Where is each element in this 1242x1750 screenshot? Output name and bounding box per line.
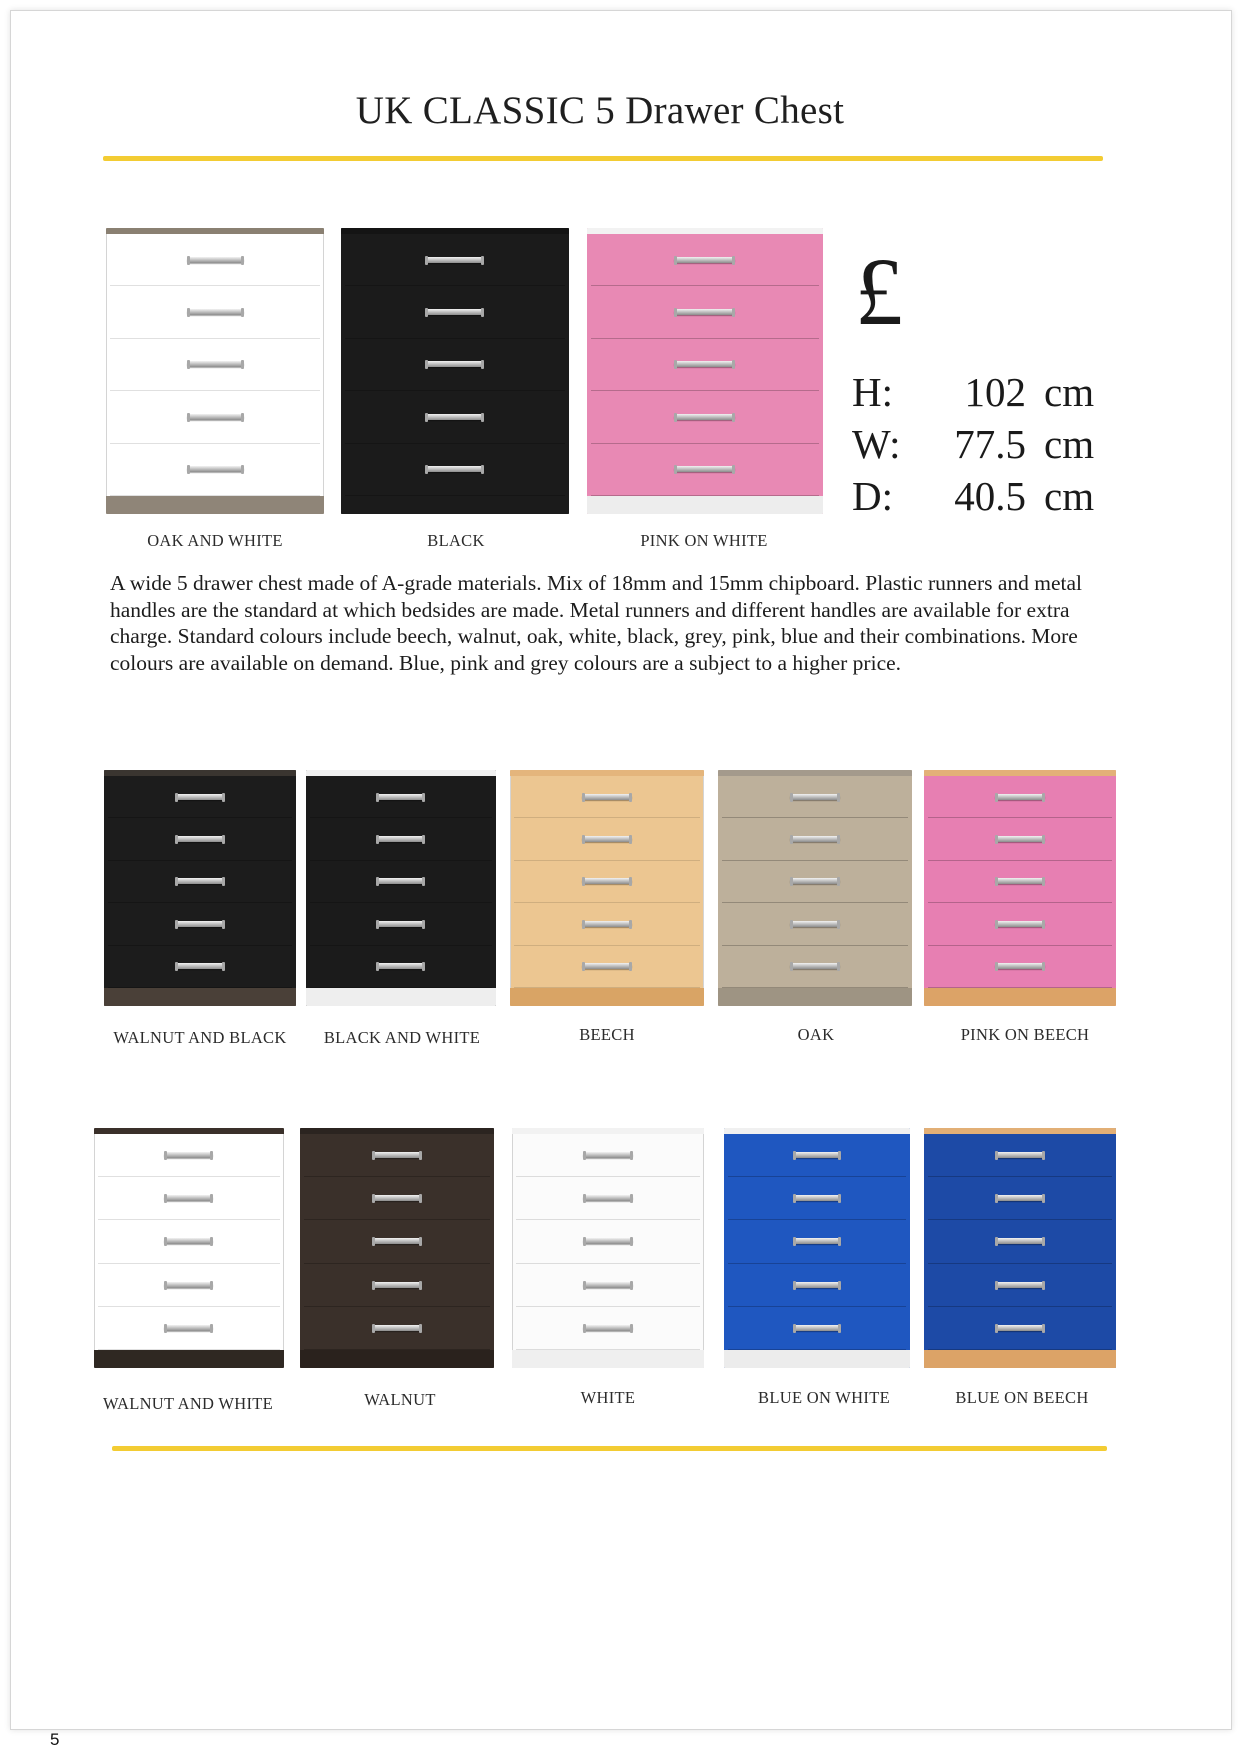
drawer	[98, 1134, 280, 1177]
chest-image	[587, 228, 823, 514]
chest-plinth	[341, 496, 569, 514]
drawer	[110, 234, 320, 286]
drawer-handle	[674, 257, 735, 263]
drawer-handle	[995, 963, 1045, 969]
dimension-label: W:	[852, 421, 901, 467]
drawer-handle	[793, 1152, 841, 1158]
chest-image	[724, 1128, 910, 1368]
drawer	[110, 444, 320, 496]
drawer	[310, 861, 492, 903]
drawer-handle	[376, 963, 425, 969]
page-title: UK CLASSIC 5 Drawer Chest	[355, 89, 845, 132]
drawer	[110, 339, 320, 391]
colour-label: BLUE ON BEECH	[955, 1388, 1089, 1407]
colour-label: BLUE ON WHITE	[758, 1388, 890, 1407]
drawer	[928, 903, 1112, 945]
drawer	[110, 391, 320, 443]
drawer-handle	[995, 1238, 1045, 1244]
drawer	[98, 1177, 280, 1220]
drawer	[928, 818, 1112, 860]
drawer	[304, 1264, 490, 1307]
drawer-handle	[372, 1195, 422, 1201]
dimension-value: 77.5	[954, 421, 1026, 467]
drawer	[108, 861, 292, 903]
drawer-handle	[582, 921, 632, 927]
drawer-handle	[187, 257, 244, 263]
drawer-handle	[425, 361, 484, 367]
drawer	[928, 1134, 1112, 1177]
drawer-handle	[175, 921, 225, 927]
colour-label: BEECH	[579, 1025, 635, 1044]
drawer-handle	[582, 878, 632, 884]
drawer	[591, 234, 819, 286]
drawer-handle	[995, 878, 1045, 884]
drawer-handle	[175, 963, 225, 969]
drawer	[304, 1220, 490, 1263]
drawer	[345, 444, 565, 496]
drawer-handle	[790, 836, 840, 842]
drawer	[514, 946, 700, 988]
drawer	[345, 234, 565, 286]
drawer	[108, 776, 292, 818]
drawer	[345, 339, 565, 391]
drawer-handle	[175, 878, 225, 884]
drawer	[591, 391, 819, 443]
drawer-handle	[376, 921, 425, 927]
drawer	[928, 946, 1112, 988]
drawer-handle	[793, 1195, 841, 1201]
drawer	[514, 903, 700, 945]
drawer	[345, 391, 565, 443]
colour-label: PINK ON BEECH	[960, 1025, 1090, 1044]
drawer-handle	[995, 836, 1045, 842]
dimension-depth	[852, 473, 1095, 519]
drawer-handle	[790, 921, 840, 927]
drawer-handle	[175, 794, 225, 800]
drawer-handle	[583, 1282, 633, 1288]
drawer	[928, 1177, 1112, 1220]
chest-image	[94, 1128, 284, 1368]
drawer	[108, 903, 292, 945]
drawer	[310, 776, 492, 818]
drawer-handle	[164, 1282, 213, 1288]
drawer-handle	[425, 414, 484, 420]
drawer-handle	[995, 1152, 1045, 1158]
drawer-handle	[793, 1282, 841, 1288]
drawer	[304, 1307, 490, 1350]
drawer-handle	[376, 878, 425, 884]
chest-plinth	[587, 496, 823, 514]
drawer	[728, 1134, 906, 1177]
chest-image	[510, 770, 704, 1006]
chest-plinth	[718, 988, 912, 1006]
chest-plinth	[104, 988, 296, 1006]
drawer	[516, 1177, 700, 1220]
dimension-unit: cm	[1044, 421, 1095, 467]
drawer	[514, 776, 700, 818]
drawer	[928, 1307, 1112, 1350]
drawer-handle	[793, 1325, 841, 1331]
drawer	[722, 861, 908, 903]
drawer	[928, 1264, 1112, 1307]
drawer-handle	[187, 361, 244, 367]
drawer	[514, 818, 700, 860]
chest-image	[341, 228, 569, 514]
chest-image	[924, 1128, 1116, 1368]
drawer	[728, 1264, 906, 1307]
drawer-handle	[582, 836, 632, 842]
drawer-handle	[995, 1325, 1045, 1331]
drawer	[591, 339, 819, 391]
drawer-handle	[583, 1325, 633, 1331]
drawer	[928, 861, 1112, 903]
drawer	[108, 946, 292, 988]
drawer-handle	[187, 466, 244, 472]
bottom-divider	[112, 1446, 1107, 1451]
drawer	[345, 286, 565, 338]
chest-image	[718, 770, 912, 1006]
colour-label: BLACK	[427, 531, 485, 550]
drawer	[98, 1264, 280, 1307]
drawer-handle	[790, 794, 840, 800]
dimension-value: 102	[964, 369, 1026, 415]
dimension-unit: cm	[1044, 473, 1095, 519]
drawer	[310, 946, 492, 988]
top-divider	[103, 156, 1103, 161]
drawer-handle	[995, 1282, 1045, 1288]
chest-plinth	[924, 988, 1116, 1006]
drawer-handle	[376, 836, 425, 842]
drawer-handle	[175, 836, 225, 842]
drawer-handle	[674, 309, 735, 315]
drawer	[108, 818, 292, 860]
drawer	[304, 1177, 490, 1220]
drawer	[310, 818, 492, 860]
colour-label: WALNUT AND BLACK	[113, 1028, 287, 1047]
colour-label: BLACK AND WHITE	[323, 1028, 481, 1047]
drawer	[304, 1134, 490, 1177]
drawer-handle	[995, 921, 1045, 927]
product-description: A wide 5 drawer chest made of A-grade materials. Mix of 18mm and 15mm chipboard. Plastic runners and metal handles are the standard at which bedsides are made. Metal runners and different handles are available for extra charge. Standard colours include beech, walnut, oak, white, black, grey, pink, blue and their combinations. More colours are available on demand. Blue, pink and grey colours are a subject to a higher price.	[110, 571, 1083, 675]
drawer	[516, 1220, 700, 1263]
drawer-handle	[164, 1238, 213, 1244]
drawer-handle	[164, 1152, 213, 1158]
drawer-handle	[674, 466, 735, 472]
chest-image	[306, 770, 496, 1006]
drawer-handle	[674, 361, 735, 367]
chest-plinth	[106, 496, 324, 514]
colour-label: PINK ON WHITE	[640, 531, 768, 550]
colour-label: WHITE	[580, 1388, 636, 1407]
page-number: 5	[50, 1730, 60, 1749]
chest-image	[104, 770, 296, 1006]
drawer-handle	[583, 1195, 633, 1201]
drawer	[98, 1220, 280, 1263]
drawer-handle	[372, 1238, 422, 1244]
drawer-handle	[372, 1325, 422, 1331]
drawer	[591, 286, 819, 338]
drawer	[722, 946, 908, 988]
drawer	[728, 1307, 906, 1350]
dimension-label: D:	[852, 473, 893, 519]
chest-plinth	[94, 1350, 284, 1368]
drawer-handle	[376, 794, 425, 800]
drawer-handle	[583, 1238, 633, 1244]
dimension-value: 40.5	[954, 473, 1026, 519]
drawer	[310, 903, 492, 945]
drawer	[722, 903, 908, 945]
drawer	[722, 818, 908, 860]
drawer-handle	[372, 1152, 422, 1158]
drawer	[928, 1220, 1112, 1263]
dimension-unit: cm	[1044, 369, 1095, 415]
drawer	[110, 286, 320, 338]
drawer	[516, 1134, 700, 1177]
price-symbol: £	[855, 238, 903, 345]
chest-image	[924, 770, 1116, 1006]
drawer-handle	[995, 794, 1045, 800]
drawer-handle	[187, 309, 244, 315]
chest-plinth	[306, 988, 496, 1006]
drawer-handle	[790, 878, 840, 884]
drawer-handle	[425, 309, 484, 315]
colour-label: WALNUT	[364, 1390, 436, 1409]
chest-image	[106, 228, 324, 514]
chest-plinth	[512, 1350, 704, 1368]
colour-label: OAK	[797, 1025, 835, 1044]
drawer-handle	[164, 1325, 213, 1331]
drawer	[98, 1307, 280, 1350]
drawer	[722, 776, 908, 818]
drawer-handle	[372, 1282, 422, 1288]
drawer	[728, 1220, 906, 1263]
drawer-handle	[995, 1195, 1045, 1201]
drawer-handle	[583, 1152, 633, 1158]
colour-label: WALNUT AND WHITE	[102, 1394, 274, 1413]
dimension-height	[852, 369, 1095, 415]
colour-label: OAK AND WHITE	[147, 531, 283, 550]
chest-plinth	[924, 1350, 1116, 1368]
drawer	[728, 1177, 906, 1220]
drawer-handle	[187, 414, 244, 420]
drawer	[928, 776, 1112, 818]
chest-image	[512, 1128, 704, 1368]
drawer-handle	[164, 1195, 213, 1201]
drawer-handle	[582, 963, 632, 969]
chest-plinth	[300, 1350, 494, 1368]
drawer-handle	[790, 963, 840, 969]
dimension-label: H:	[852, 369, 893, 415]
drawer-handle	[582, 794, 632, 800]
dimension-width	[852, 421, 1095, 467]
drawer-handle	[425, 257, 484, 263]
drawer	[516, 1307, 700, 1350]
drawer-handle	[793, 1238, 841, 1244]
chest-plinth	[724, 1350, 910, 1368]
drawer	[514, 861, 700, 903]
drawer-handle	[674, 414, 735, 420]
chest-image	[300, 1128, 494, 1368]
drawer	[591, 444, 819, 496]
drawer	[516, 1264, 700, 1307]
chest-plinth	[510, 988, 704, 1006]
drawer-handle	[425, 466, 484, 472]
